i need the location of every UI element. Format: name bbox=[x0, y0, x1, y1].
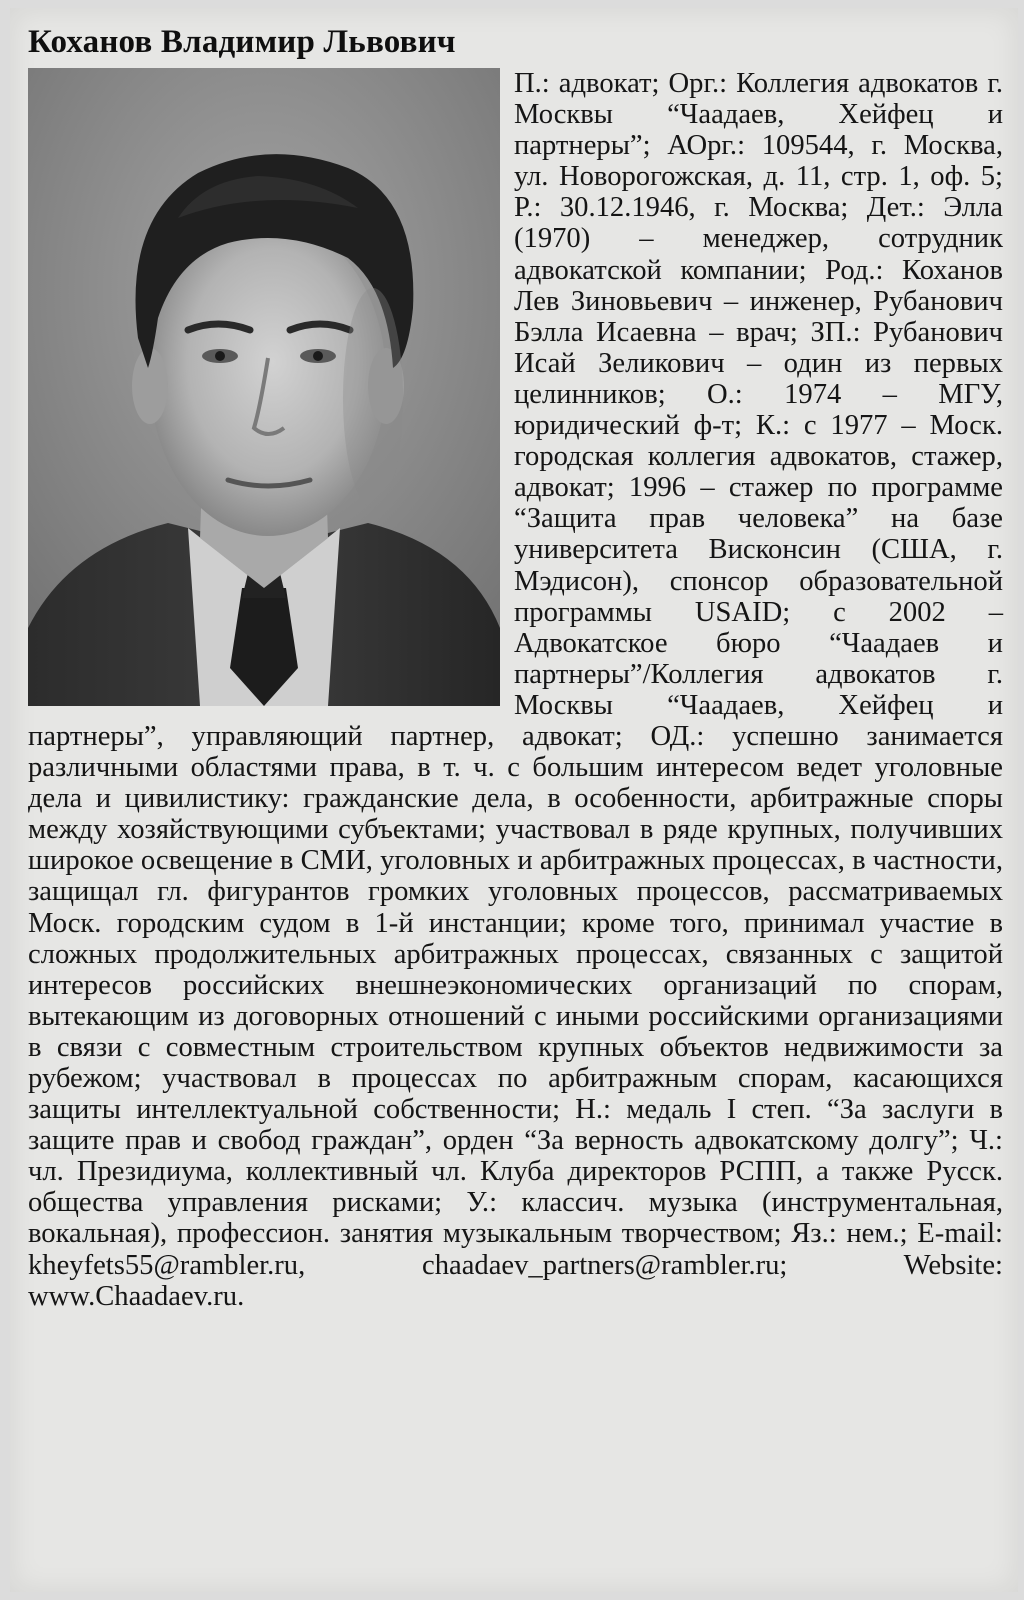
biography-body: П.: адвокат; Орг.: Коллегия адвокатов г. Москвы “Чаадаев, Хейфец и партнеры”; АОрг.: 109544, г. Москва, ул. Новорогожская, д. 11, стр. 1, оф. 5; Р.: 30.12.1946, г. Москва; Дет.: Элла (1970) – менеджер, сотрудник адвокатской компании; Род.: Коханов Лев Зиновьевич – инженер, Рубанович Бэлла Исаевна – врач; ЗП.: Рубанович Исай Зеликович – один из первых целинников; О.: 1974 – МГУ, юридический ф-т; К.: с 1977 – Моск. городская коллегия адвокатов, стажер, адвокат; 1996 – стажер по программе “Защита прав человека” на базе университета Висконсин (США, г. Мэдисон), спонсор образовательной программы USAID; с 2002 – Адвокатское бюро “Чаадаев и партнеры”/Коллегия адвокатов г. Москвы “Чаадаев, Хейфец и партнеры”, управляющий партнер, адвокат; ОД.: успешно занимается различными областями права, в т. ч. с большим интересом ведет уголовные дела и цивилистику: гражданские дела, в особенности, арбитражные споры между хозяйствующими субъектами; участвовал в ряде крупных, получивших широкое освещение в СМИ, уголовных и арбитражных процессах, в частности, защищал гл. фигурантов громких уголовных процессов, рассматриваемых Моск. городским судом в 1-й инстанции; кроме того, принимал участие в сложных продолжительных арбитражных процессах, связанных с защитой интересов российских внешнеэкономических организаций по спорам, вытекающим из договорных отношений с иными российскими организациями в связи с совместным строительством крупных объектов недвижимости за рубежом; участвовал в процессах по арбитражным спорам, касающихся защиты интеллектуальной собственности; Н.: медаль I степ. “За заслуги в защите прав и свобод граждан”, орден “За верность адвокатскому долгу”; Ч.: чл. Президиума, коллективный чл. Клуба директоров РСПП, а также Русск. общества управления рисками; У.: классич. музыка (инструментальная, вокальная), профессион. занятия музыкальным творчеством; Яз.: нем.; E-mail: kheyfets55@rambler.ru, chaadaev_partners@rambler.ru; Website: www.Chaadaev.ru. bbox=[28, 68, 1003, 1312]
photo-spacer bbox=[28, 68, 514, 716]
person-name-heading: Коханов Владимир Львович bbox=[28, 24, 456, 60]
page bbox=[10, 8, 1018, 1592]
biography-text bbox=[28, 68, 1003, 1312]
entry-sheet bbox=[28, 22, 1006, 1582]
